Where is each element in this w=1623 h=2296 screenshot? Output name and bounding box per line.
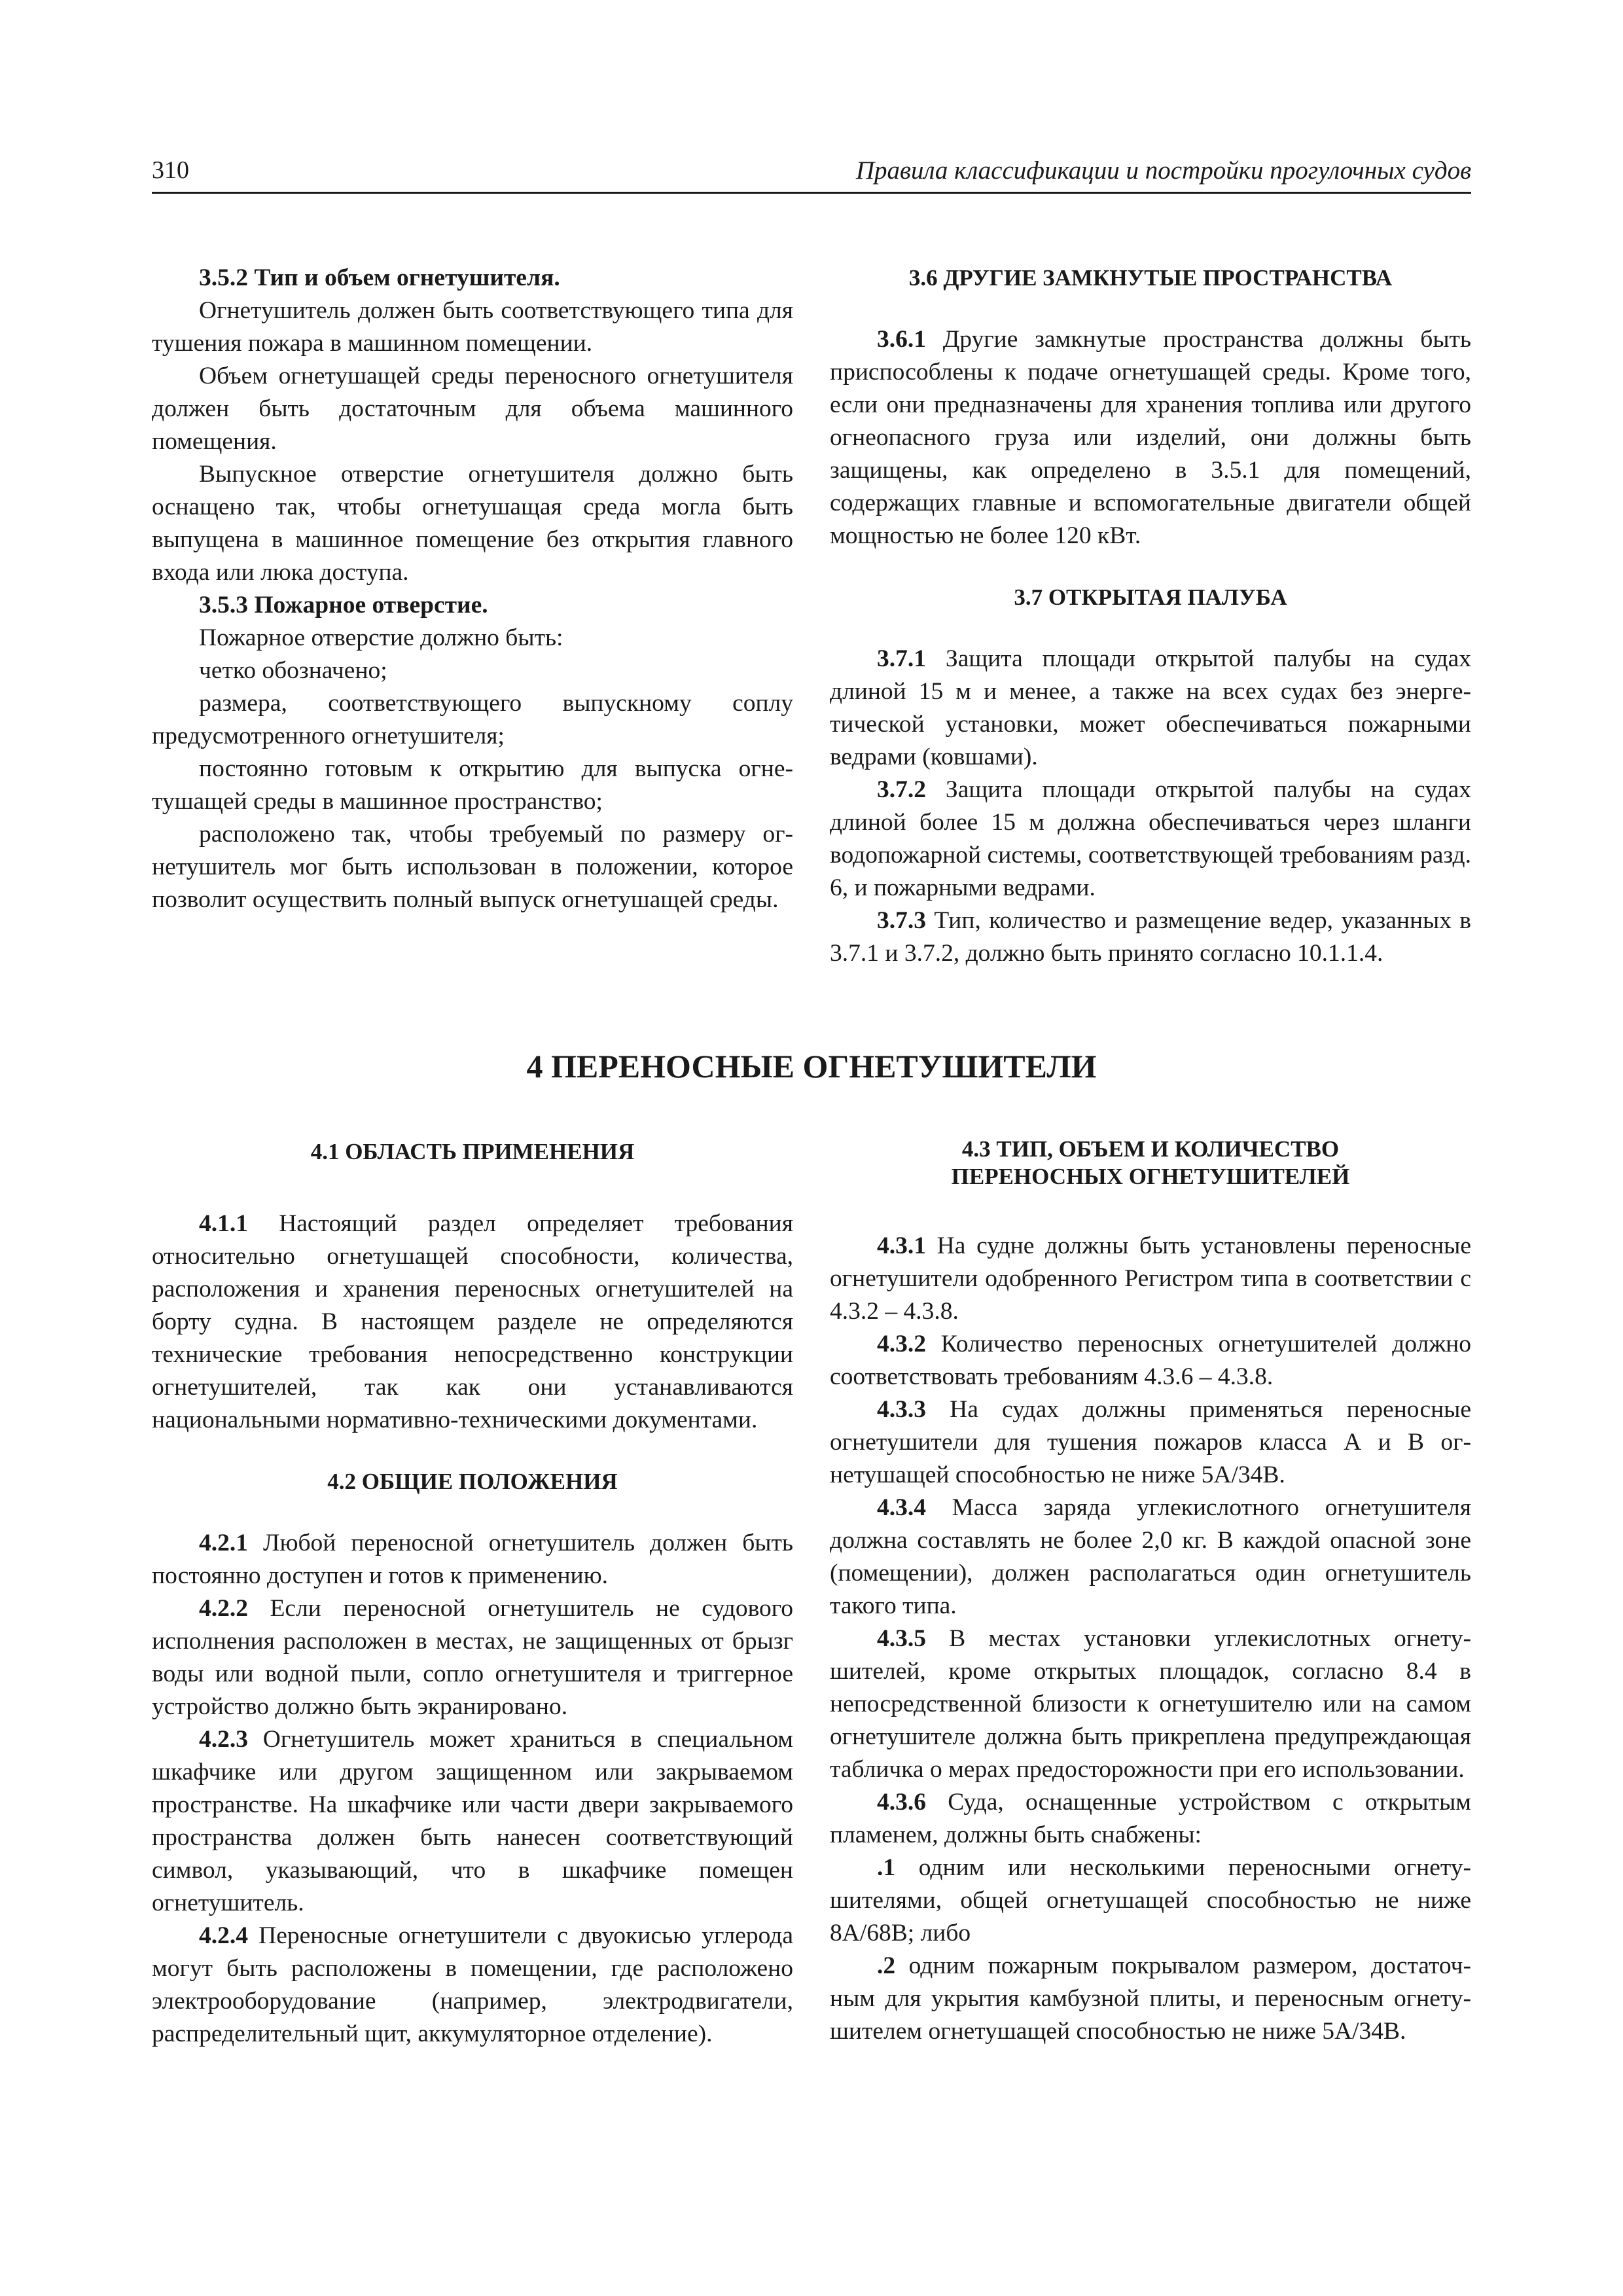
page-number: 310 [152, 156, 189, 184]
paragraph-4-2-3: 4.2.3 Огнетушитель может храниться в специальном шкафчике или другом защищенном или закрываемом пространстве. На шкафчике или части двери закрываемого пространства должен быть нанесен соответствующий символ, указывающий, что в шкафчике помещен огнетушитель. [152, 1726, 793, 1916]
header-rule [152, 192, 1471, 194]
paragraph: размера, соответствующего выпускному соплу предусмотренного огнетушителя; [152, 690, 793, 749]
chapter-title: 4 ПЕРЕНОСНЫЕ ОГНЕТУШИТЕЛИ [526, 1048, 1097, 1085]
paragraph-3-7-2: 3.7.2 Защита площади открытой палубы на судах длиной более 15 м должна обеспечиваться через шланги водопожарной системы, соответствующей требованиям разд. 6, и пожарными ведрами. [830, 776, 1471, 901]
top-right-column [830, 262, 1471, 970]
section-heading-3-6: 3.6 ДРУГИЕ ЗАМКНУТЫЕ ПРОСТРАНСТВА [908, 265, 1393, 291]
paragraph-3-5-3-heading: 3.5.3 Пожарное отверстие. [199, 592, 488, 619]
paragraph: постоянно готовым к открытию для выпуска огнетушащей среды в машинное пространство; [152, 755, 793, 815]
paragraph: Выпускное отверстие огнетушителя должно быть оснащено так, чтобы огнетушащая среда могла быть выпущена в машинное помещение без открытия главного входа или люка доступа. [152, 461, 793, 586]
paragraph-3-6-1: 3.6.1 Другие замкнутые пространства должны быть приспособлены к подаче огнетушащей среды. Кроме того, если они предназначены для хранения топлива или другого огнеопасного груза или изделий, они должны быть защищены, как определено в 3.5.1 для помещений, содержащих главные и вспомогательные двигатели общей мощностью не более 120 кВт. [830, 326, 1472, 549]
paragraph-3-7-1: 3.7.1 Защита площади открытой палубы на судах длиной 15 м и менее, а также на всех судах без энергетической установки, может обеспечиваться пожарными ведрами (ковшами). [830, 645, 1471, 770]
paragraph: расположено так, чтобы требуемый по размеру огнетушитель мог быть использован в положении, которое позволит осуществить полный выпуск огнетушащей среды. [152, 821, 793, 913]
paragraph-4-3-6: 4.3.6 Суда, оснащенные устройством с открытым пламенем, должны быть снабжены: [830, 1789, 1471, 1848]
section-heading-4-1: 4.1 ОБЛАСТЬ ПРИМЕНЕНИЯ [310, 1139, 635, 1164]
page-header [152, 156, 1471, 192]
paragraph: Объем огнетушащей среды переносного огнетушителя должен быть достаточным для объема машинного помещения. [152, 363, 793, 455]
bottom-left-column [152, 1136, 793, 2051]
list-item-1: .1 одним или несколькими переносными огнетушителями, общей огнетушащей способностью не ниже 8А/68В; либо [830, 1854, 1471, 1946]
paragraph: четко обозначено; [199, 657, 387, 684]
paragraph-4-3-4: 4.3.4 Масса заряда углекислотного огнетушителя должна составлять не более 2,0 кг. В каждой опасной зоне (помещении), должен располагаться один огнетушитель такого типа. [830, 1494, 1471, 1619]
paragraph-4-1-1: 4.1.1 Настоящий раздел определяет требования относительно огнетушащей способности, количества, расположения и хранения переносных огнетушителей на борту судна. В настоящем разделе не определяются технические требования непосредственно конструкции огнетушителей, так как они устанавливаются национальными нормативно-техническими документами. [152, 1210, 794, 1433]
paragraph-4-3-3: 4.3.3 На судах должны применяться переносные огнетушители для тушения пожаров класса А и В огнетушащей способностью не ниже 5А/34В. [830, 1396, 1471, 1488]
section-heading-3-7: 3.7 ОТКРЫТАЯ ПАЛУБА [1014, 584, 1287, 610]
paragraph-4-3-2: 4.3.2 Количество переносных огнетушителей должно соответствовать требованиям 4.3.6 – 4.3.8. [830, 1331, 1471, 1390]
top-left-column [152, 262, 793, 916]
paragraph-4-2-2: 4.2.2 Если переносной огнетушитель не судового исполнения расположен в местах, не защищенных от брызг воды или водной пыли, сопло огнетушителя и триггерное устройство должно быть экранировано. [152, 1595, 794, 1720]
section-heading-4-3-line2: ПЕРЕНОСНЫХ ОГНЕТУШИТЕЛЕЙ [951, 1164, 1350, 1189]
paragraph: Пожарное отверстие должно быть: [199, 624, 563, 651]
section-heading-4-3-line1: 4.3 ТИП, ОБЪЕМ И КОЛИЧЕСТВО [961, 1136, 1340, 1162]
paragraph-4-3-1: 4.3.1 На судне должны быть установлены переносные огнетушители одобренного Регистром типа в соответствии с 4.3.2 – 4.3.8. [830, 1232, 1471, 1325]
paragraph-4-2-1: 4.2.1 Любой переносной огнетушитель должен быть постоянно доступен и готов к применению. [152, 1530, 793, 1589]
paragraph-4-2-4: 4.2.4 Переносные огнетушители с двуокисью углерода могут быть расположены в помещении, где расположено электрооборудование (например, электродвигатели, распределительный щит, аккумуляторное отделение). [152, 1922, 793, 2047]
bottom-right-column [830, 1136, 1471, 2048]
running-title: Правила классификации и постройки прогулочных судов [855, 156, 1471, 185]
list-item-2: .2 одним пожарным покрывалом размером, достаточным для укрытия камбузной плиты, и переносным огнетушителем огнетушащей способностью не ниже 5А/34В. [830, 1952, 1472, 2045]
paragraph-3-7-3: 3.7.3 Тип, количество и размещение ведер, указанных в 3.7.1 и 3.7.2, должно быть принято согласно 10.1.1.4. [830, 907, 1471, 967]
paragraph-4-3-5: 4.3.5 В местах установки углекислотных огнетушителей, кроме открытых площадок, согласно 8.4 в непосредственной близости к огнетушителю или на самом огнетушителе должна быть прикреплена предупреждающая табличка о мерах предосторожности при его использовании. [830, 1625, 1471, 1783]
section-heading-4-2: 4.2 ОБЩИЕ ПОЛОЖЕНИЯ [327, 1469, 618, 1494]
paragraph-3-5-2-heading: 3.5.2 Тип и объем огнетушителя. [199, 264, 560, 291]
paragraph: Огнетушитель должен быть соответствующего типа для тушения пожара в машинном помещении. [152, 297, 793, 357]
